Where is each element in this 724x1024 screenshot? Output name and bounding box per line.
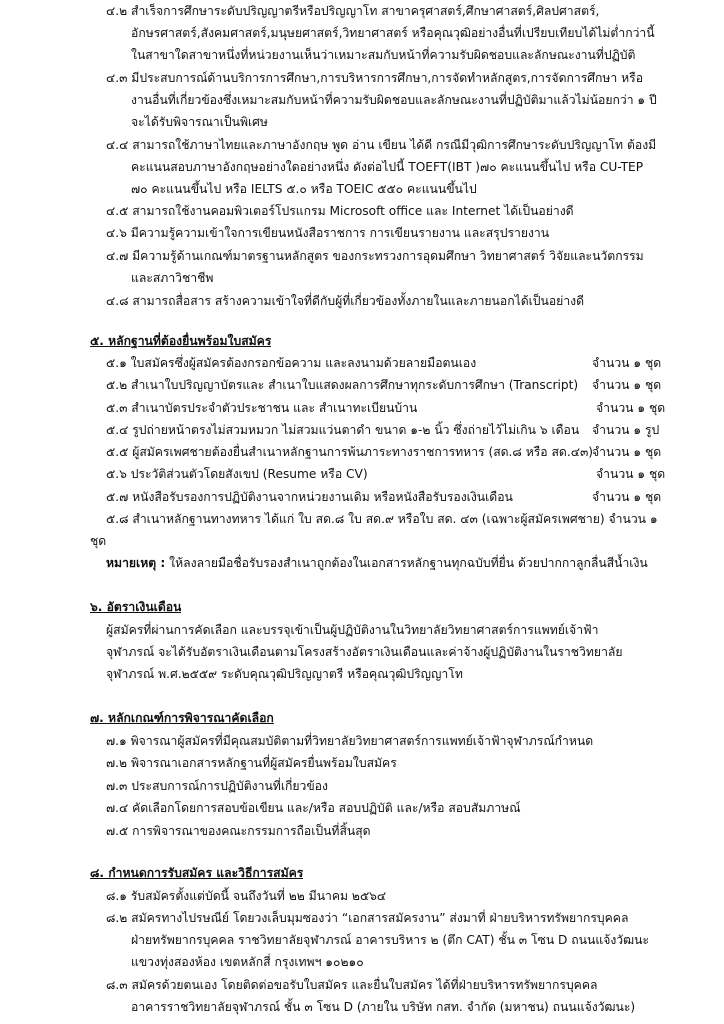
section-8-heading: ๘. กำหนดการรับสมัคร และวิธีการสมัคร	[90, 866, 304, 880]
qual-4-2-line-1: ๔.๒ สำเร็จการศึกษาระดับปริญญาตรีหรือปริญญาโท สาขาครุศาสตร์,ศึกษาศาสตร์,ศิลปศาสตร์,	[106, 4, 600, 18]
qual-4-7-line-2: และสภาวิชาชีพ	[131, 271, 214, 285]
qual-4-4-line-2: คะแนนสอบภาษาอังกฤษอย่างใดอย่างหนึ่ง ดังต่อไปนี้ TOEFT(IBT )๗๐ คะแนนขึ้นไป หรือ CU-TEP	[131, 160, 644, 174]
salary-line-1: ผู้สมัครที่ผ่านการคัดเลือก และบรรจุเข้าเป็นผู้ปฏิบัติงานในวิทยาลัยวิทยาศาสตร์การแพทย์เจ้าฟ้า	[106, 623, 599, 637]
doc-item-5-5: ๕.๕ ผู้สมัครเพศชายต้องยื่นสำเนาหลักฐานการพ้นภาระทางราชการทหาร (สด.๘ หรือ สด.๔๓)	[106, 445, 594, 459]
documents-note	[106, 552, 648, 574]
schedule-8-3-line-1: ๘.๓ สมัครด้วยตนเอง โดยติดต่อขอรับใบสมัคร และยื่นใบสมัคร ได้ที่ฝ่ายบริหารทรัพยากรบุคคล	[106, 978, 598, 992]
qual-4-7-line-1: ๔.๗ มีความรู้ด้านเกณฑ์มาตรฐานหลักสูตร ของกระทรวงการอุดมศึกษา วิทยาศาสตร์ วิจัยและนวัตกรรม	[106, 249, 644, 263]
qual-4-6: ๔.๖ มีความรู้ความเข้าใจการเขียนหนังสือราชการ การเขียนรายงาน และสรุปรายงาน	[106, 226, 550, 240]
qual-4-4-line-1: ๔.๔ สามารถใช้ภาษาไทยและภาษาอังกฤษ พูด อ่าน เขียน ได้ดี กรณีมีวุฒิการศึกษาระดับปริญญาโท ต้องมี	[106, 138, 657, 152]
doc-item-5-1: ๕.๑ ใบสมัครซึ่งผู้สมัครต้องกรอกข้อความ และลงนามด้วยลายมือตนเอง	[106, 356, 477, 370]
note-label: หมายเหตุ :	[106, 556, 166, 570]
criteria-7-5: ๗.๕ การพิจารณาของคณะกรรมการถือเป็นที่สิ้นสุด	[106, 824, 371, 838]
qual-4-5: ๔.๕ สามารถใช้งานคอมพิวเตอร์โปรแกรม Microsoft office และ Internet ได้เป็นอย่างดี	[106, 204, 574, 218]
salary-line-2: จุฬาภรณ์ จะได้รับอัตราเงินเดือนตามโครงสร้างอัตราเงินเดือนและค่าจ้างผู้ปฏิบัติงานในราชวิทยาลัย	[106, 645, 623, 659]
salary-line-3: จุฬาภรณ์ พ.ศ.๒๕๕๙ ระดับคุณวุฒิปริญญาตรี หรือคุณวุฒิปริญญาโท	[106, 667, 463, 681]
doc-qty-5-1: จำนวน ๑ ชุด	[592, 356, 662, 370]
doc-qty-5-5: จำนวน ๑ ชุด	[592, 445, 662, 459]
schedule-8-2-line-1: ๘.๒ สมัครทางไปรษณีย์ โดยวงเล็บมุมซองว่า “เอกสารสมัครงาน” ส่งมาที่ ฝ่ายบริหารทรัพยากรบุคคล	[106, 911, 629, 925]
schedule-8-2-line-3: แขวงทุ่งสองห้อง เขตหลักสี่ กรุงเทพฯ ๑๐๒๑๐	[131, 955, 364, 969]
doc-item-5-7: ๕.๗ หนังสือรับรองการปฏิบัติงานจากหน่วยงานเดิม หรือหนังสือรับรองเงินเดือน	[106, 490, 513, 504]
doc-qty-5-2: จำนวน ๑ ชุด	[592, 378, 662, 392]
criteria-7-2: ๗.๒ พิจารณาเอกสารหลักฐานที่ผู้สมัครยื่นพร้อมใบสมัคร	[106, 756, 397, 770]
note-text: ให้ลงลายมือชื่อรับรองสำเนาถูกต้องในเอกสารหลักฐานทุกฉบับที่ยื่น ด้วยปากกาลูกลื่นสีน้ำเงิน	[165, 556, 648, 570]
doc-qty-5-3: จำนวน ๑ ชุด	[596, 401, 666, 415]
doc-item-5-3: ๕.๓ สำเนาบัตรประจำตัวประชาชน และ สำเนาทะเบียนบ้าน	[106, 401, 418, 415]
schedule-8-2-line-2: ฝ่ายทรัพยากรบุคคล ราชวิทยาลัยจุฬาภรณ์ อาคารบริหาร ๒ (ตึก CAT) ชั้น ๓ โซน D ถนนแจ้งวัฒนะ	[131, 933, 650, 947]
qual-4-2-line-3: ในสาขาใดสาขาหนึ่งที่หน่วยงานเห็นว่าเหมาะสมกับหน้าที่ความรับผิดชอบและลักษณะงานที่ปฏิบัติ	[131, 48, 636, 62]
doc-item-5-2: ๕.๒ สำเนาใบปริญญาบัตรและ สำเนาใบแสดงผลการศึกษาทุกระดับการศึกษา (Transcript)	[106, 378, 579, 392]
doc-qty-5-6: จำนวน ๑ ชุด	[596, 467, 666, 481]
doc-item-5-4: ๕.๔ รูปถ่ายหน้าตรงไม่สวมหมวก ไม่สวมแว่นตาดำ ขนาด ๑-๒ นิ้ว ซึ่งถ่ายไว้ไม่เกิน ๖ เดือน	[106, 423, 580, 437]
doc-item-5-8-line-1: ๕.๘ สำเนาหลักฐานทางทหาร ได้แก่ ใบ สด.๘ ใบ สด.๙ หรือใบ สด. ๔๓ (เฉพาะผู้สมัครเพศชาย) จำนวน ๑	[106, 512, 658, 526]
criteria-7-4: ๗.๔ คัดเลือกโดยการสอบข้อเขียน และ/หรือ สอบปฏิบัติ และ/หรือ สอบสัมภาษณ์	[106, 801, 521, 815]
doc-item-5-8-line-2: ชุด	[90, 534, 107, 548]
section-7-heading: ๗. หลักเกณฑ์การพิจารณาคัดเลือก	[90, 711, 274, 725]
schedule-8-3-line-2: อาคารราชวิทยาลัยจุฬาภรณ์ ชั้น ๓ โซน D (ภายใน บริษัท กสท. จำกัด (มหาชน) ถนนแจ้งวัฒนะ)	[131, 1000, 636, 1014]
criteria-7-1: ๗.๑ พิจารณาผู้สมัครที่มีคุณสมบัติตามที่วิทยาลัยวิทยาศาสตร์การแพทย์เจ้าฟ้าจุฬาภรณ์กำหนด	[106, 734, 594, 748]
doc-qty-5-7: จำนวน ๑ ชุด	[592, 490, 662, 504]
qual-4-4-line-3: ๗๐ คะแนนขึ้นไป หรือ IELTS ๕.๐ หรือ TOEIC ๕๕๐ คะแนนขึ้นไป	[131, 182, 477, 196]
criteria-7-3: ๗.๓ ประสบการณ์การปฏิบัติงานที่เกี่ยวข้อง	[106, 779, 328, 793]
qual-4-3-line-1: ๔.๓ มีประสบการณ์ด้านบริการการศึกษา,การบริหารการศึกษา,การจัดทำหลักสูตร,การจัดการศึกษา หรือ	[106, 71, 644, 85]
schedule-8-1: ๘.๑ รับสมัครตั้งแต่บัดนี้ จนถึงวันที่ ๒๒ มีนาคม ๒๕๖๔	[106, 889, 387, 903]
qual-4-2-line-2: อักษรศาสตร์,สังคมศาสตร์,มนุษยศาสตร์,วิทยาศาสตร์ หรือคุณวุฒิอย่างอื่นที่เปรียบเทียบได้ไม่ต่ำกว่านี้	[131, 26, 655, 40]
doc-item-5-6: ๕.๖ ประวัติส่วนตัวโดยสังเขป (Resume หรือ CV)	[106, 467, 368, 481]
section-5-heading: ๕. หลักฐานที่ต้องยื่นพร้อมใบสมัคร	[90, 334, 272, 348]
qual-4-3-line-3: จะได้รับพิจารณาเป็นพิเศษ	[131, 115, 268, 129]
section-6-heading: ๖. อัตราเงินเดือน	[90, 600, 182, 614]
qual-4-3-line-2: งานอื่นที่เกี่ยวข้องซึ่งเหมาะสมกับหน้าที่ความรับผิดชอบและลักษณะงานที่ปฏิบัติมาแล้วไม่น้อยกว่า ๑ ปี	[131, 93, 657, 107]
qual-4-8: ๔.๘ สามารถสื่อสาร สร้างความเข้าใจที่ดีกับผู้ที่เกี่ยวข้องทั้งภายในและภายนอกได้เป็นอย่างดี	[106, 294, 585, 308]
doc-qty-5-4: จำนวน ๑ รูป	[592, 423, 660, 437]
